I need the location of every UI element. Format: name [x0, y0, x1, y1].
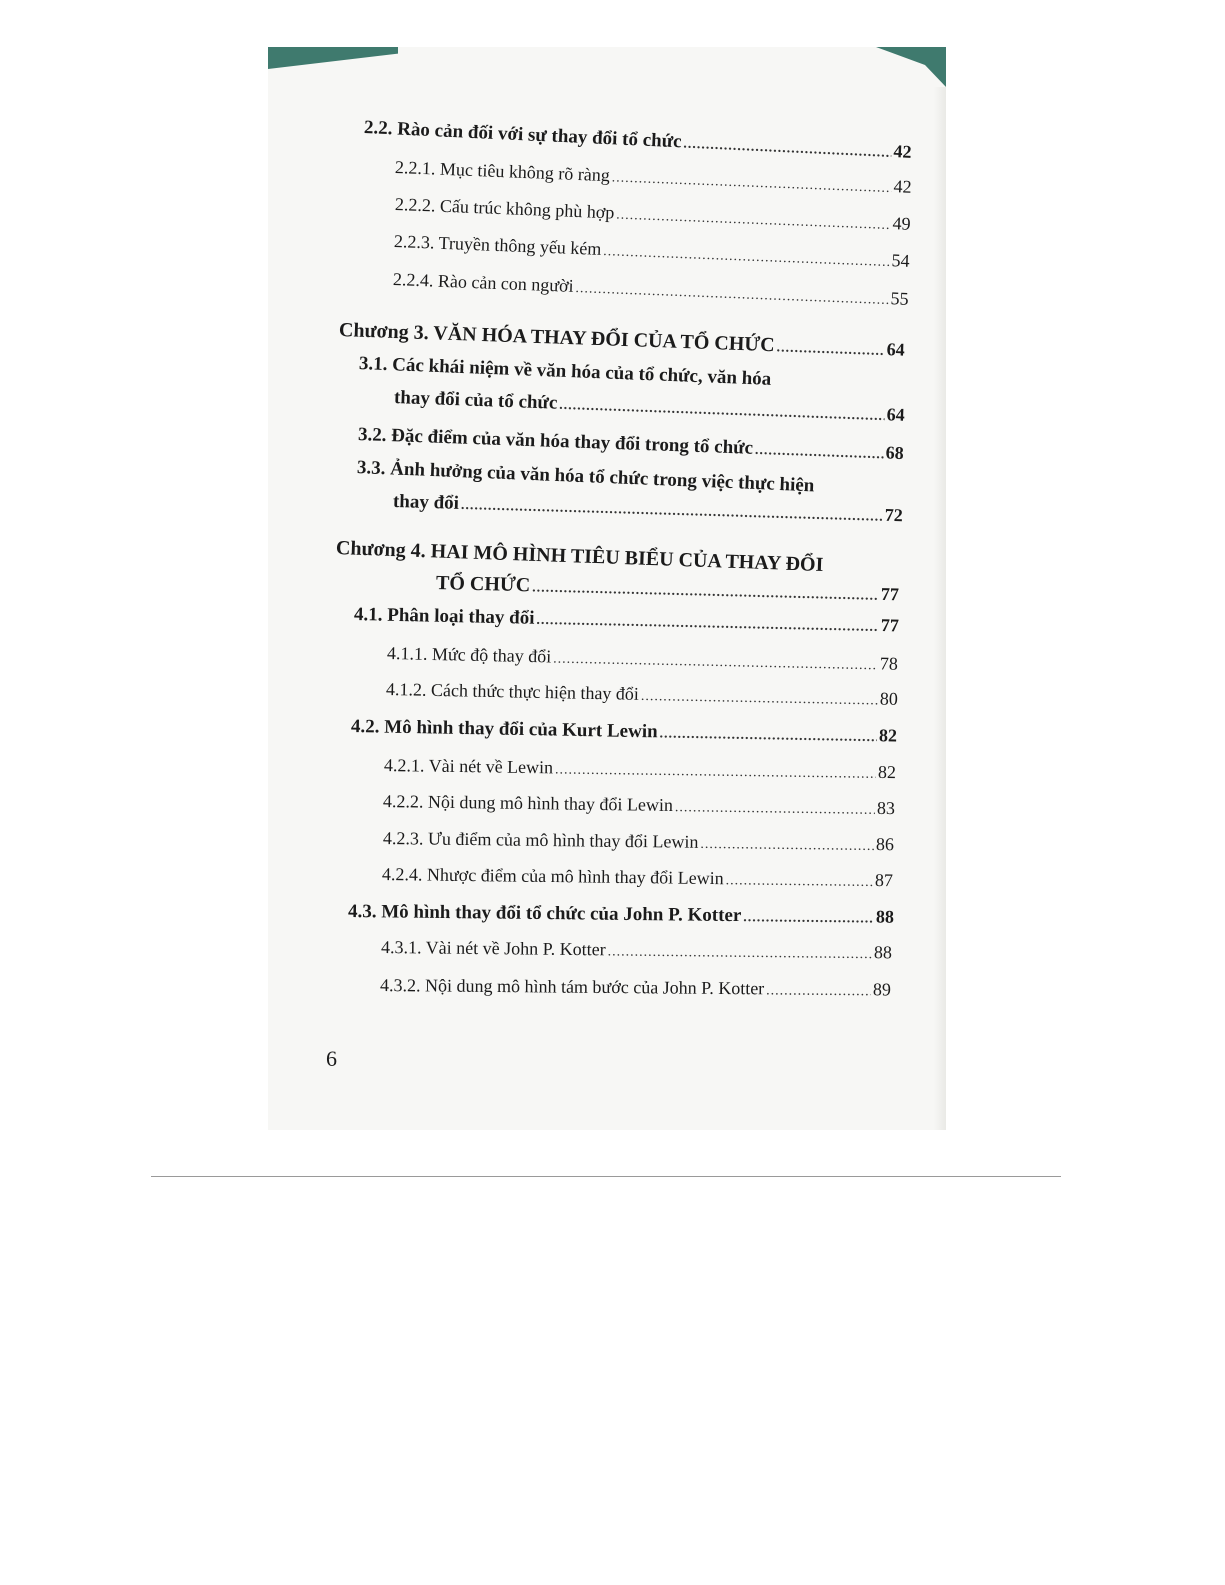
toc-entry: 2.2.4. Rào cản con người ..... 55 [393, 269, 909, 310]
toc-chapter: Chương 4. HAI MÔ HÌNH TIÊU BIỂU CỦA THAY ĐỔI [335, 537, 824, 577]
toc-entry: 4.2.2. Nội dung mô hình thay đổi Lewin ..... 83 [383, 791, 895, 819]
toc-entry: 4.1.2. Cách thức thực hiện thay đổi ..... 80 [386, 679, 898, 710]
toc-entry: 2.2. Rào cản đối với sự thay đổi tổ chức ..... 42 [364, 117, 912, 164]
toc-entry: 4.3.2. Nội dung mô hình tám bước của John P. Kotter ..... 89 [380, 975, 891, 1000]
toc-entry: 4.2.4. Nhược điểm của mô hình thay đổi Lewin ..... 87 [382, 864, 893, 891]
table-of-contents [268, 47, 946, 1130]
toc-entry: 4.1. Phân loại thay đổi ..... 77 [354, 604, 899, 637]
toc-entry: 4.3. Mô hình thay đổi tổ chức của John P. Kotter ..... 88 [348, 901, 894, 929]
toc-entry: thay đổi của tổ chức ..... 64 [394, 387, 905, 427]
toc-chapter: Chương 3. VĂN HÓA THAY ĐỔI CỦA TỔ CHỨC ..... 64 [339, 319, 905, 362]
toc-entry: 3.3. Ảnh hưởng của văn hóa tổ chức trong việc thực hiện [356, 457, 815, 497]
toc-entry: 4.1.1. Mức độ thay đổi ..... 78 [387, 643, 898, 675]
toc-chapter: TỔ CHỨC ..... 77 [436, 572, 899, 606]
toc-entry: 2.2.2. Cấu trúc không phù hợp ..... 49 [395, 194, 911, 235]
toc-entry: 4.2.3. Ưu điểm của mô hình thay đổi Lewin ..... 86 [383, 828, 894, 855]
toc-entry: thay đổi ..... 72 [393, 491, 903, 527]
toc-entry: 2.2.3. Truyền thông yếu kém ..... 54 [394, 231, 910, 272]
toc-entry: 3.2. Đặc điểm của văn hóa thay đổi trong tổ chức ..... 68 [358, 424, 904, 465]
scanned-page [268, 47, 946, 1130]
page-number: 6 [326, 1046, 337, 1071]
toc-entry: 4.3.1. Vài nét về John P. Kotter ..... 88 [381, 937, 892, 963]
page-divider [151, 1176, 1061, 1177]
toc-entry: 4.2. Mô hình thay đổi của Kurt Lewin ..... 82 [351, 716, 897, 748]
toc-entry: 3.1. Các khái niệm về văn hóa của tổ chức, văn hóa [358, 353, 772, 390]
toc-entry: 2.2.1. Mục tiêu không rõ ràng ..... 42 [395, 157, 912, 198]
toc-entry: 4.2.1. Vài nét về Lewin ..... 82 [384, 755, 896, 783]
